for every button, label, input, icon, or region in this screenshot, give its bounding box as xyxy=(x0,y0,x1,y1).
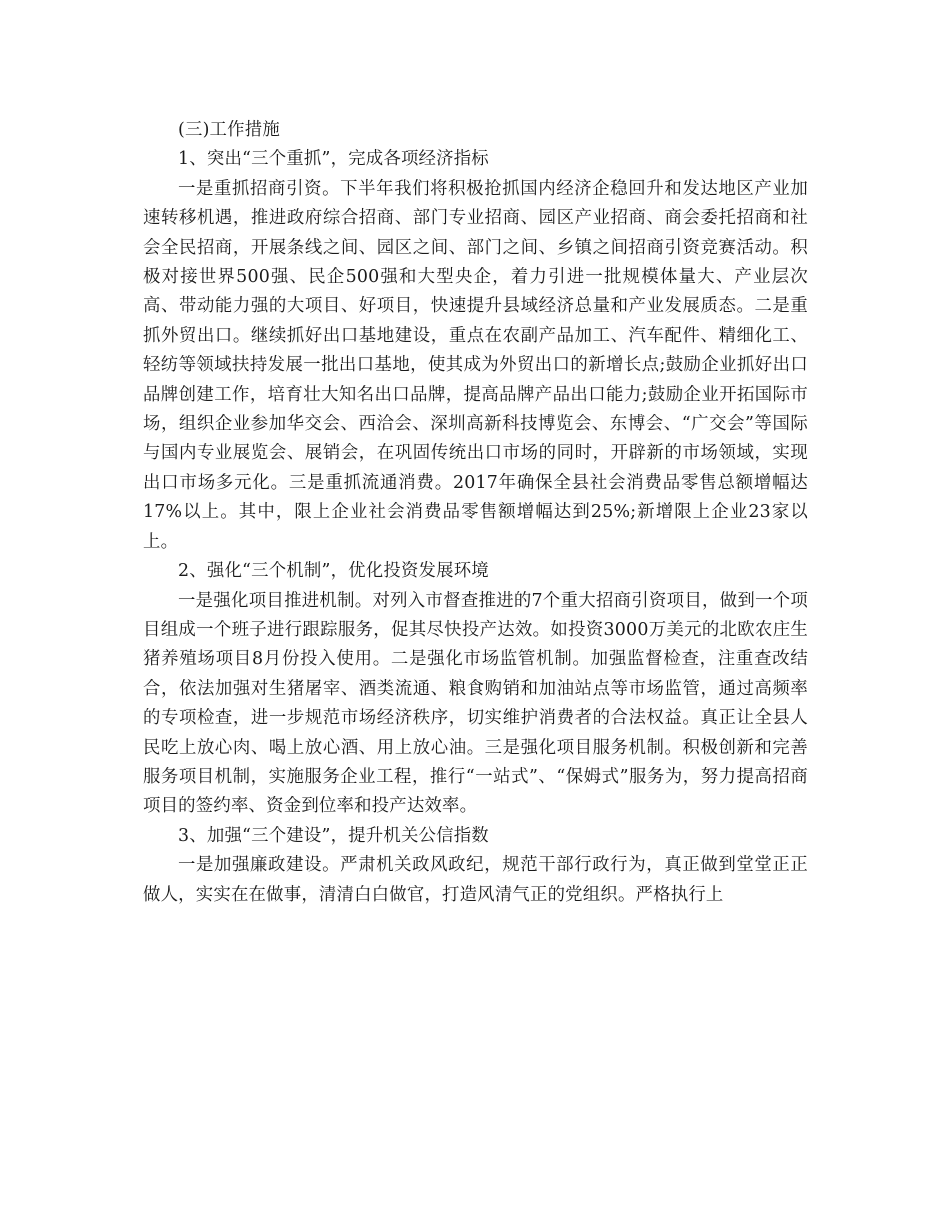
document-body xyxy=(143,116,808,910)
item-heading-1: 1、突出“三个重抓”，完成各项经济指标 xyxy=(178,149,489,170)
item-paragraph-1: 一是重抓招商引资。下半年我们将积极抢抓国内经济企稳回升和发达地区产业加速转移机遇，推进政府综合招商、部门专业招商、园区产业招商、商会委托招商和社会全民招商，开展条线之间、园区之间、部门之间、乡镇之间招商引资竞赛活动。积极对接世界500强、民企500强和大型央企，着力引进一批规模体量大、产业层次高、带动能力强的大项目、好项目，快速提升县域经济总量和产业发展质态。二是重抓外贸出口。继续抓好出口基地建设，重点在农副产品加工、汽车配件、精细化工、轻纺等领域扶持发展一批出口基地，使其成为外贸出口的新增长点;鼓励企业抓好出口品牌创建工作，培育壮大知名出口品牌，提高品牌产品出口能力;鼓励企业开拓国际市场，组织企业参加华交会、西洽会、深圳高新科技博览会、东博会、“广交会”等国际与国内专业展览会、展销会，在巩固传统出口市场的同时，开辟新的市场领域，实现出口市场多元化。三是重抓流通消费。2017年确保全县社会消费品零售总额增幅达17%以上。其中，限上企业社会消费品零售额增幅达到25%;新增限上企业23家以上。 xyxy=(143,178,808,552)
item-heading-3: 3、加强“三个建设”，提升机关公信指数 xyxy=(178,825,489,846)
section-heading: (三)工作措施 xyxy=(178,120,280,140)
item-paragraph-2: 一是强化项目推进机制。对列入市督查推进的7个重大招商引资项目，做到一个项目组成一个班子进行跟踪服务，促其尽快投产达效。如投资3000万美元的北欧农庄生猪养殖场项目8月份投入使用。二是强化市场监管机制。加强监督检查，注重查改结合，依法加强对生猪屠宰、酒类流通、粮食购销和加油站点等市场监管，通过高频率的专项检查，进一步规范市场经济秩序，切实维护消费者的合法权益。真正让全县人民吃上放心肉、喝上放心酒、用上放心油。三是强化项目服务机制。积极创新和完善服务项目机制，实施服务企业工程，推行“一站式”、“保姆式”服务为，努力提高招商项目的签约率、资金到位率和投产达效率。 xyxy=(143,590,808,817)
item-heading-2: 2、强化“三个机制”，优化投资发展环境 xyxy=(178,561,489,582)
item-paragraph-3: 一是加强廉政建设。严肃机关政风政纪，规范干部行政行为，真正做到堂堂正正做人，实实在在做事，清清白白做官，打造风清气正的党组织。严格执行上 xyxy=(143,855,808,905)
